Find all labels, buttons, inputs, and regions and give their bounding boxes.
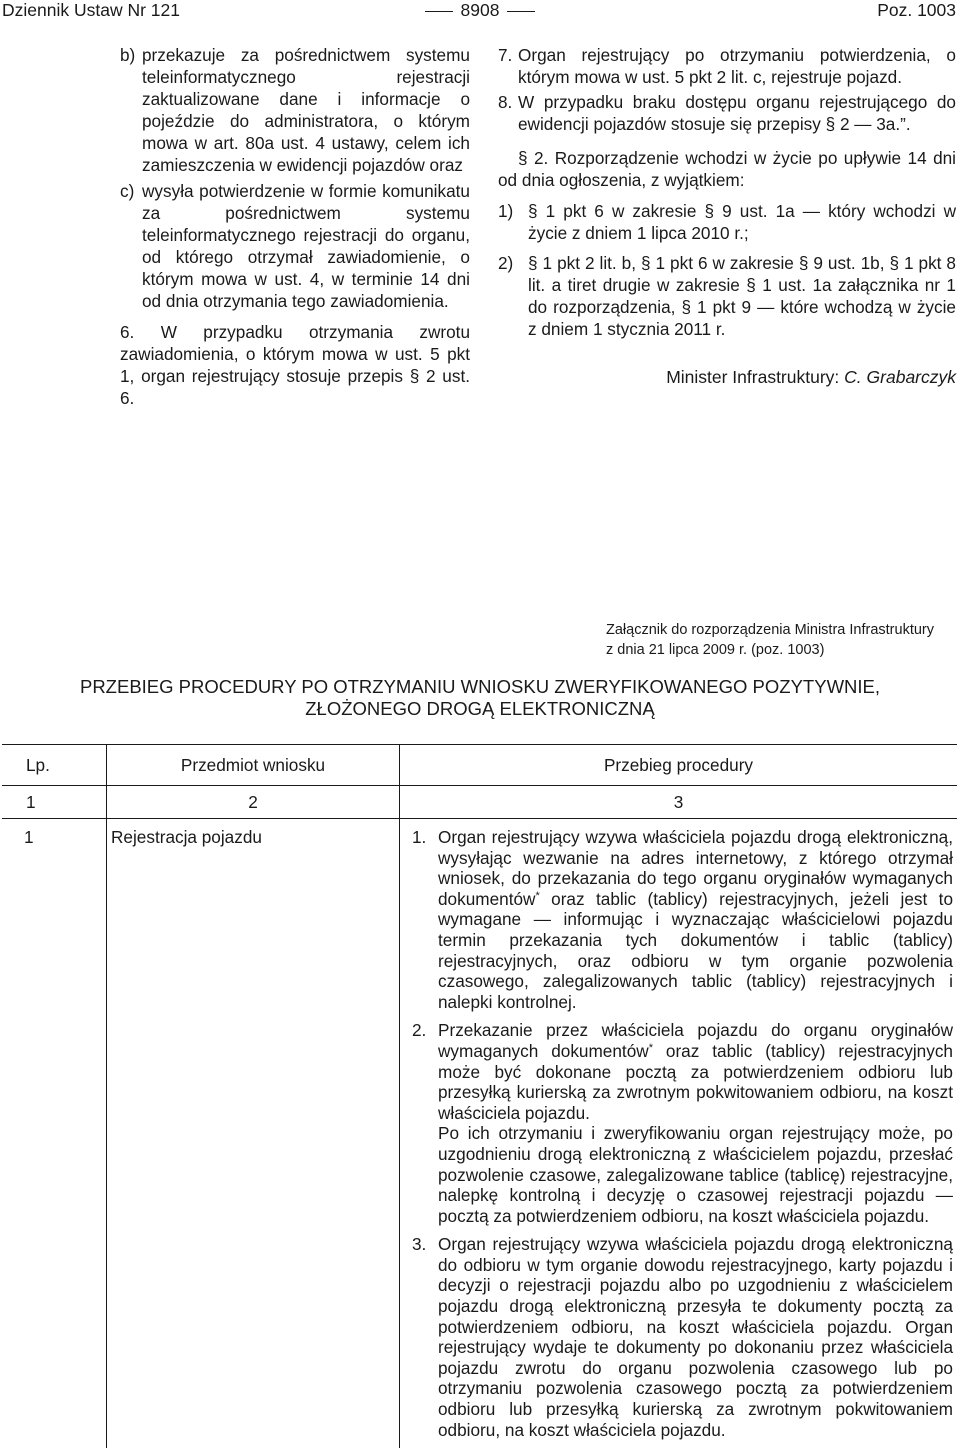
procedure-steps bbox=[400, 827, 957, 1440]
row-subject: Rejestracja pojazdu bbox=[107, 819, 400, 1448]
paragraph-8-marker: 8. bbox=[498, 91, 518, 135]
procedure-step-2 bbox=[412, 1020, 953, 1226]
exception-2 bbox=[498, 252, 956, 340]
section-2: § 2. Rozporządzenie wchodzi w życie po upływie 14 dni od dnia ogłoszenia, z wyjątkiem: bbox=[498, 147, 956, 191]
signature-name: C. Grabarczyk bbox=[844, 367, 956, 387]
table-row bbox=[2, 819, 957, 1448]
document-title bbox=[40, 676, 920, 720]
step-3-number: 3. bbox=[412, 1234, 438, 1440]
paragraph-7 bbox=[498, 44, 956, 88]
step-1-number: 1. bbox=[412, 827, 438, 1012]
item-c-text: wysyła potwierdzenie w formie komunikatu za pośrednictwem systemu teleinformatycznego rejestracji do organu, od którego otrzymał zawiadomienie, o którym mowa w ust. 4, w terminie 14 dni od dnia otrzymania tego zawiadomienia. bbox=[142, 180, 470, 313]
header-subject: Przedmiot wniosku bbox=[107, 745, 400, 786]
paragraph-6 bbox=[120, 321, 470, 409]
step-2-text-a: Przekazanie przez właściciela pojazdu do organu oryginałów wymaganych dokumentów bbox=[438, 1020, 953, 1061]
exception-2-text: § 1 pkt 2 lit. b, § 1 pkt 6 w zakresie § 9 ust. 1b, § 1 pkt 8 lit. a tiret drugie w zakresie § 1 ust. 1a załącznika nr 1 do rozporządzenia, § 1 pkt 9 — które wchodzą w życie z dniem 1 stycznia 2011 r. bbox=[528, 252, 956, 340]
procedure-step-1 bbox=[412, 827, 953, 1012]
table-header-row bbox=[2, 745, 957, 786]
item-c-marker: c) bbox=[120, 180, 142, 313]
paragraph-6-text: W przypadku otrzymania zwrotu zawiadomienia, o którym mowa w ust. 5 pkt 1, organ rejestrujący stosuje przepis § 2 ust. 6. bbox=[120, 322, 470, 408]
step-2-text-b: oraz tablic (tablicy) rejestracyjnych może być dokonane pocztą za potwierdzeniem odbioru lub przesyłką kurierską za zwrotnym pokwitowaniem odbioru, na koszt właściciela pojazdu. bbox=[438, 1041, 953, 1123]
step-1-text-b: oraz tablic (tablicy) rejestracyjnych, jeżeli jest to wymagane — informując i wyznaczając właścicielowi pojazdu termin przekazania tych dokumentów i tablic (tablicy) rejestracyjnych, oraz odbioru w tym organie pozwolenia czasowego, zalegalizowanych tablic (tablicy) rejestracyjnych i nalepki kontrolnej. bbox=[438, 889, 953, 1012]
step-2-text-c: Po ich otrzymaniu i zweryfikowaniu organ rejestrujący może, po uzgodnieniu drogą elektroniczną z właścicielem pojazdu, przesłać pozwolenie czasowe, zalegalizowane tablice (tablicę) rejestracyjne, nalepkę kontrolną i decyzję o czasowej rejestracji pojazdu — pocztą za potwierdzeniem odbioru, na koszt właściciela pojazdu. bbox=[438, 1123, 953, 1226]
title-line-1: PRZEBIEG PROCEDURY PO OTRZYMANIU WNIOSKU ZWERYFIKOWANEGO POZYTYWNIE, bbox=[40, 676, 920, 698]
signature-title: Minister Infrastruktury: bbox=[666, 367, 839, 387]
paragraph-8 bbox=[498, 91, 956, 135]
exception-2-marker: 2) bbox=[498, 252, 528, 340]
header-lp: Lp. bbox=[2, 745, 107, 786]
annex-line-1: Załącznik do rozporządzenia Ministra Infrastruktury bbox=[606, 620, 958, 640]
table-column-numbers-row bbox=[2, 786, 957, 819]
column-number-3: 3 bbox=[400, 786, 958, 819]
signature bbox=[498, 366, 956, 388]
procedure-step-3 bbox=[412, 1234, 953, 1440]
item-b bbox=[120, 44, 470, 177]
item-b-text: przekazuje za pośrednictwem systemu teleinformatycznego rejestracji zaktualizowane dane i informacje o pojeździe do administratora, o którym mowa w art. 80a ust. 4 ustawy, celem ich zamieszczenia w ewidencji pojazdów oraz bbox=[142, 44, 470, 177]
exception-1-text: § 1 pkt 6 w zakresie § 9 ust. 1a — który wchodzi w życie z dniem 1 lipca 2010 r.; bbox=[528, 200, 956, 244]
page-number bbox=[0, 0, 960, 21]
right-column bbox=[498, 44, 956, 388]
dash-right bbox=[507, 11, 535, 13]
step-1-text bbox=[438, 827, 953, 1012]
footnote-marker: * bbox=[535, 890, 539, 902]
title-line-2: ZŁOŻONEGO DROGĄ ELEKTRONICZNĄ bbox=[40, 698, 920, 720]
position-number: Poz. 1003 bbox=[877, 0, 956, 21]
header-procedure: Przebieg procedury bbox=[400, 745, 958, 786]
step-3-text: Organ rejestrujący wzywa właściciela pojazdu drogą elektroniczną do odbioru w tym organie dowodu rejestracyjnego, karty pojazdu i decyzji o rejestracji pojazdu albo po uzgodnieniu z właścicielem pojazdu drogą elektroniczną przesyła te dokumenty pocztą za potwierdzeniem odbioru, na koszt właściciela pojazdu. Organ rejestrujący wydaje te dokumenty po dokonaniu przez właściciela pojazdu zwrotu do organu pozwolenia czasowego lub po otrzymaniu pozwolenia czasowego pocztą za potwierdzeniem odbioru lub przesyłką kurierską za zwrotnym pokwitowaniem odbioru, na koszt właściciela pojazdu. bbox=[438, 1234, 953, 1440]
annex-line-2: z dnia 21 lipca 2009 r. (poz. 1003) bbox=[606, 640, 958, 660]
exception-1 bbox=[498, 200, 956, 244]
paragraph-8-text: W przypadku braku dostępu organu rejestrującego do ewidencji pojazdów stosuje się przepisy § 2 — 3a.”. bbox=[518, 91, 956, 135]
dash-left bbox=[425, 11, 453, 13]
item-b-marker: b) bbox=[120, 44, 142, 177]
paragraph-7-text: Organ rejestrujący po otrzymaniu potwierdzenia, o którym mowa w ust. 5 pkt 2 lit. c, rejestruje pojazd. bbox=[518, 44, 956, 88]
procedure-table bbox=[2, 744, 957, 1448]
left-column bbox=[120, 44, 470, 410]
page-number-text: 8908 bbox=[461, 0, 500, 20]
paragraph-6-marker: 6. bbox=[120, 322, 134, 342]
column-number-1: 1 bbox=[2, 786, 107, 819]
step-1-text-a: Organ rejestrujący wzywa właściciela pojazdu drogą elektroniczną, wysyłając wezwanie na adres internetowy, z którego otrzymał wniosek, do przekazania do tego organu oryginałów wymaganych dokumentów bbox=[438, 827, 953, 909]
row-procedure bbox=[400, 819, 958, 1448]
annex-note bbox=[606, 620, 958, 660]
step-2-text bbox=[438, 1020, 953, 1226]
row-lp: 1 bbox=[2, 819, 107, 1448]
step-2-number: 2. bbox=[412, 1020, 438, 1226]
paragraph-7-marker: 7. bbox=[498, 44, 518, 88]
journal-title: Dziennik Ustaw Nr 121 bbox=[2, 0, 180, 21]
exception-1-marker: 1) bbox=[498, 200, 528, 244]
footnote-marker: * bbox=[649, 1042, 653, 1054]
column-number-2: 2 bbox=[107, 786, 400, 819]
item-c bbox=[120, 180, 470, 313]
